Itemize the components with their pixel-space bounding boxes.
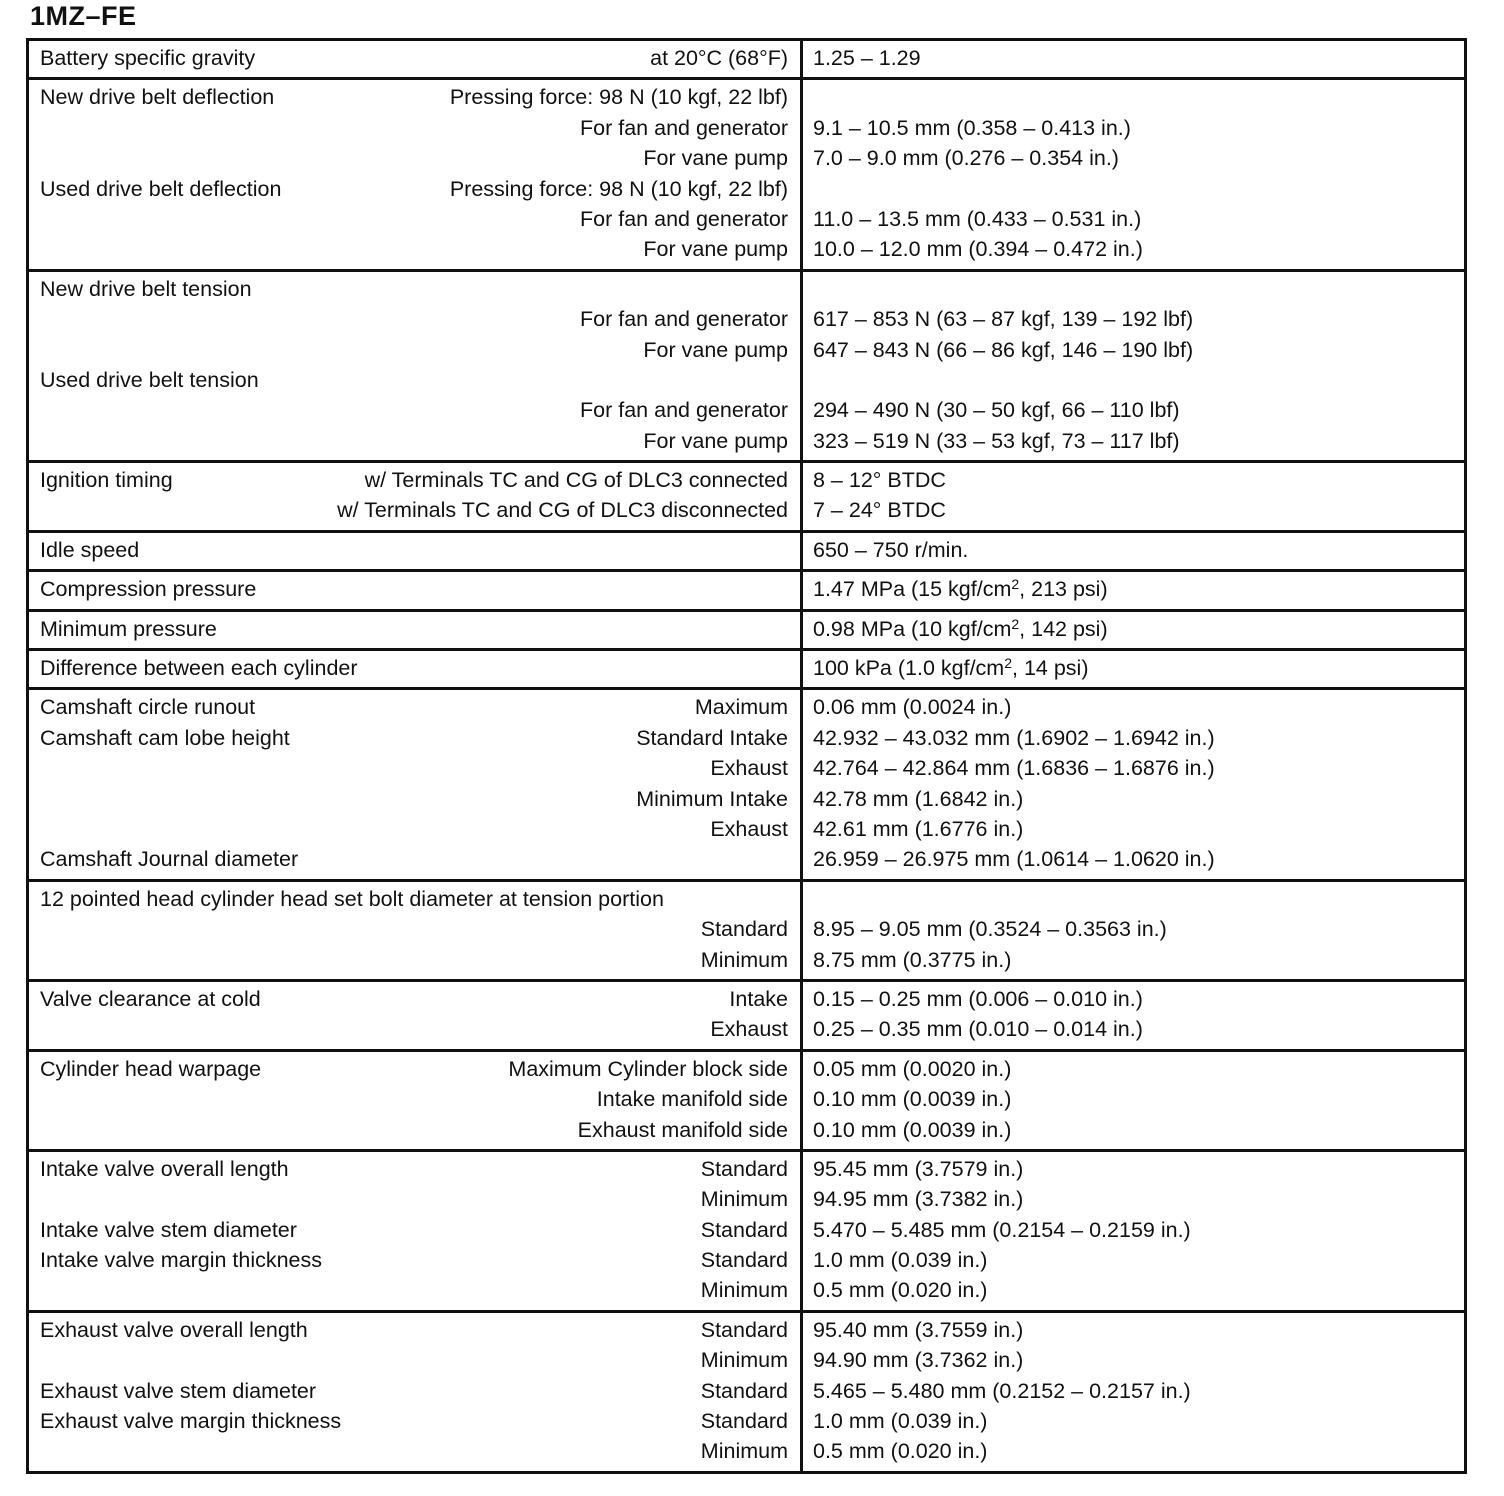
spec-value: 26.959 – 26.975 mm (1.0614 – 1.0620 in.) — [813, 847, 1215, 872]
parameter-label: Used drive belt tension — [40, 367, 259, 392]
spec-value-cell — [802, 1150, 1466, 1311]
condition-label: Intake — [729, 986, 788, 1011]
page-title: 1MZ–FE — [30, 1, 137, 31]
condition-label: w/ Terminals TC and CG of DLC3 disconnected — [337, 498, 788, 523]
spec-line — [29, 814, 800, 844]
condition-label: For vane pump — [643, 337, 788, 362]
spec-parameter-cell — [28, 40, 802, 79]
spec-value: 8.95 – 9.05 mm (0.3524 – 0.3563 in.) — [813, 917, 1167, 942]
spec-value-cell — [802, 1050, 1466, 1150]
spec-value: 8 – 12° BTDC — [813, 468, 946, 493]
spec-parameter-cell — [28, 1311, 802, 1472]
spec-value: 294 – 490 N (30 – 50 kgf, 66 – 110 lbf) — [813, 398, 1180, 423]
spec-value: 1.0 mm (0.039 in.) — [813, 1409, 988, 1434]
condition-label: Pressing force: 98 N (10 kgf, 22 lbf) — [449, 176, 788, 201]
spec-line — [29, 1215, 800, 1245]
condition-label: For fan and generator — [580, 206, 788, 231]
spec-line — [29, 1406, 800, 1436]
condition-label: w/ Terminals TC and CG of DLC3 connected — [364, 468, 788, 493]
condition-label: Maximum — [694, 695, 788, 720]
spec-line — [29, 426, 800, 456]
spec-line — [29, 365, 800, 395]
condition-label: Minimum — [700, 947, 788, 972]
spec-line — [29, 174, 800, 204]
spec-line — [29, 1376, 800, 1406]
spec-value: 0.15 – 0.25 mm (0.006 – 0.010 in.) — [813, 986, 1143, 1011]
parameter-label: Minimum pressure — [40, 616, 217, 641]
spec-line — [29, 1084, 800, 1114]
spec-parameter-cell — [28, 270, 802, 461]
spec-parameter-cell — [28, 531, 802, 570]
parameter-label: Camshaft Journal diameter — [40, 847, 299, 872]
parameter-label: Exhaust valve overall length — [40, 1317, 308, 1342]
spec-value — [803, 365, 1464, 395]
condition-label: Standard — [700, 1248, 788, 1273]
spec-line — [29, 1184, 800, 1214]
condition-label: Standard — [700, 1409, 788, 1434]
spec-value — [803, 174, 1464, 204]
condition-label: Standard Intake — [636, 725, 788, 750]
spec-line — [29, 335, 800, 365]
spec-value: 647 – 843 N (66 – 86 kgf, 146 – 190 lbf) — [813, 337, 1194, 362]
spec-value: 42.78 mm (1.6842 in.) — [813, 786, 1024, 811]
spec-parameter-cell — [28, 79, 802, 270]
condition-label: at 20°C (68°F) — [650, 46, 788, 70]
spec-line — [29, 844, 800, 874]
spec-parameter-cell — [28, 1050, 802, 1150]
condition-label: Standard — [700, 1156, 788, 1181]
condition-label: For vane pump — [643, 146, 788, 171]
spec-value-cell — [802, 880, 1466, 980]
spec-row — [28, 79, 1466, 270]
parameter-label: Idle speed — [40, 537, 140, 562]
parameter-label: Cylinder head warpage — [40, 1056, 262, 1081]
spec-row — [28, 1311, 1466, 1472]
spec-value-cell — [802, 571, 1466, 610]
parameter-label: Used drive belt deflection — [40, 176, 282, 201]
parameter-label: Camshaft cam lobe height — [40, 725, 290, 750]
spec-line — [29, 495, 800, 525]
spec-line — [29, 274, 800, 304]
spec-parameter-cell — [28, 880, 802, 980]
condition-label: Minimum — [700, 1348, 788, 1373]
condition-label: Pressing force: 98 N (10 kgf, 22 lbf) — [449, 85, 788, 110]
parameter-label: Exhaust valve margin thickness — [40, 1409, 342, 1434]
spec-line — [29, 143, 800, 173]
spec-row — [28, 1150, 1466, 1311]
condition-label: Exhaust — [710, 816, 788, 841]
spec-line — [29, 304, 800, 334]
condition-label: For fan and generator — [580, 115, 788, 140]
spec-value: 42.61 mm (1.6776 in.) — [813, 816, 1024, 841]
spec-line — [29, 395, 800, 425]
condition-label: Minimum — [700, 1187, 788, 1212]
parameter-label: Intake valve overall length — [40, 1156, 289, 1181]
spec-value: 42.932 – 43.032 mm (1.6902 – 1.6942 in.) — [813, 725, 1215, 750]
spec-line — [29, 535, 800, 565]
spec-value-cell — [802, 1311, 1466, 1472]
spec-line — [29, 1014, 800, 1044]
spec-row — [28, 880, 1466, 980]
condition-label: For fan and generator — [580, 307, 788, 332]
parameter-label: Difference between each cylinder — [40, 656, 358, 681]
spec-value: 0.05 mm (0.0020 in.) — [813, 1056, 1012, 1081]
condition-label: Minimum — [700, 1439, 788, 1464]
spec-value: 650 – 750 r/min. — [813, 537, 969, 562]
condition-label: Standard — [700, 917, 788, 942]
spec-line — [29, 1315, 800, 1345]
spec-row — [28, 531, 1466, 570]
spec-value: 0.98 MPa (10 kgf/$cm^2$, 142 psi) — [813, 615, 1108, 641]
spec-row — [28, 462, 1466, 532]
spec-line — [29, 914, 800, 944]
spec-line — [29, 43, 800, 73]
condition-label: For vane pump — [643, 237, 788, 262]
spec-value: 100 kPa (1.0 kgf/$cm^2$, 14 psi) — [813, 655, 1089, 681]
spec-parameter-cell — [28, 610, 802, 649]
spec-value: 7.0 – 9.0 mm (0.276 – 0.354 in.) — [813, 146, 1119, 171]
spec-value: 0.5 mm (0.020 in.) — [813, 1278, 988, 1303]
parameter-label: Camshaft circle runout — [40, 695, 256, 720]
parameter-label: Valve clearance at cold — [40, 986, 261, 1011]
parameter-label: Compression pressure — [40, 577, 257, 602]
condition-label: Minimum — [700, 1278, 788, 1303]
spec-line — [29, 614, 800, 644]
spec-value-cell — [802, 689, 1466, 880]
spec-parameter-cell — [28, 571, 802, 610]
spec-line — [29, 82, 800, 112]
condition-label: Standard — [700, 1378, 788, 1403]
spec-value-cell — [802, 79, 1466, 270]
spec-value: 95.40 mm (3.7559 in.) — [813, 1317, 1024, 1342]
spec-line — [29, 234, 800, 264]
spec-value — [803, 274, 1464, 304]
specification-table-body — [28, 40, 1466, 1473]
spec-parameter-cell — [28, 689, 802, 880]
spec-line — [29, 113, 800, 143]
spec-line — [29, 984, 800, 1014]
spec-line — [29, 1054, 800, 1084]
spec-line — [29, 574, 800, 604]
spec-row — [28, 571, 1466, 610]
parameter-label: New drive belt tension — [40, 276, 252, 301]
spec-value-cell — [802, 270, 1466, 461]
spec-value: 94.90 mm (3.7362 in.) — [813, 1348, 1024, 1373]
spec-value: 0.06 mm (0.0024 in.) — [813, 695, 1012, 720]
condition-label: Minimum Intake — [636, 786, 788, 811]
spec-value: 0.25 – 0.35 mm (0.010 – 0.014 in.) — [813, 1017, 1143, 1042]
spec-value: 7 – 24° BTDC — [813, 498, 946, 523]
spec-value: 95.45 mm (3.7579 in.) — [813, 1156, 1024, 1181]
spec-row — [28, 610, 1466, 649]
spec-value: 1.47 MPa (15 kgf/$cm^2$, 213 psi) — [813, 576, 1108, 602]
spec-parameter-cell — [28, 650, 802, 689]
spec-value: 0.5 mm (0.020 in.) — [813, 1439, 988, 1464]
parameter-label: New drive belt deflection — [40, 85, 275, 110]
spec-row — [28, 689, 1466, 880]
spec-line — [29, 653, 800, 683]
parameter-label: Exhaust valve stem diameter — [40, 1378, 317, 1403]
spec-value: 10.0 – 12.0 mm (0.394 – 0.472 in.) — [813, 237, 1143, 262]
condition-label: Standard — [700, 1317, 788, 1342]
parameter-label: 12 pointed head cylinder head set bolt diameter at tension portion — [40, 886, 664, 911]
spec-line — [29, 1436, 800, 1466]
spec-value: 94.95 mm (3.7382 in.) — [813, 1187, 1024, 1212]
spec-value: 42.764 – 42.864 mm (1.6836 – 1.6876 in.) — [813, 756, 1215, 781]
spec-line — [29, 1245, 800, 1275]
condition-label: Exhaust — [710, 1017, 788, 1042]
parameter-label: Intake valve stem diameter — [40, 1217, 297, 1242]
spec-value: 617 – 853 N (63 – 87 kgf, 139 – 192 lbf) — [813, 307, 1194, 332]
parameter-label: Ignition timing — [40, 468, 173, 493]
spec-row — [28, 980, 1466, 1050]
condition-label: Maximum Cylinder block side — [508, 1056, 788, 1081]
spec-line — [29, 204, 800, 234]
spec-line — [29, 945, 800, 975]
condition-label: For fan and generator — [580, 398, 788, 423]
spec-line — [29, 465, 800, 495]
spec-value — [803, 884, 1464, 914]
condition-label: Exhaust — [710, 756, 788, 781]
spec-value: 323 – 519 N (33 – 53 kgf, 73 – 117 lbf) — [813, 428, 1180, 453]
spec-line — [29, 1115, 800, 1145]
spec-row — [28, 270, 1466, 461]
spec-value-cell — [802, 650, 1466, 689]
spec-parameter-cell — [28, 980, 802, 1050]
spec-value: 5.470 – 5.485 mm (0.2154 – 0.2159 in.) — [813, 1217, 1191, 1242]
spec-row — [28, 650, 1466, 689]
spec-value: 0.10 mm (0.0039 in.) — [813, 1087, 1012, 1112]
spec-line — [29, 1345, 800, 1375]
spec-value: 11.0 – 13.5 mm (0.433 – 0.531 in.) — [813, 206, 1142, 231]
spec-value: 1.25 – 1.29 — [813, 46, 921, 70]
spec-value — [803, 82, 1464, 112]
spec-parameter-cell — [28, 462, 802, 532]
spec-line — [29, 692, 800, 722]
spec-line — [29, 1154, 800, 1184]
spec-parameter-cell — [28, 1150, 802, 1311]
spec-row — [28, 1050, 1466, 1150]
parameter-label: Battery specific gravity — [40, 46, 256, 70]
spec-value-cell — [802, 40, 1466, 79]
spec-value: 8.75 mm (0.3775 in.) — [813, 947, 1012, 972]
spec-row — [28, 40, 1466, 79]
spec-line — [29, 753, 800, 783]
parameter-label: Intake valve margin thickness — [40, 1248, 323, 1273]
condition-label: Exhaust manifold side — [577, 1117, 788, 1142]
spec-line — [29, 784, 800, 814]
condition-label: For vane pump — [643, 428, 788, 453]
spec-value-cell — [802, 462, 1466, 532]
spec-value: 0.10 mm (0.0039 in.) — [813, 1117, 1012, 1142]
condition-label: Standard — [700, 1217, 788, 1242]
spec-value: 5.465 – 5.480 mm (0.2152 – 0.2157 in.) — [813, 1378, 1191, 1403]
spec-line — [29, 884, 800, 914]
spec-value: 1.0 mm (0.039 in.) — [813, 1248, 988, 1273]
specification-table — [26, 38, 1467, 1474]
spec-value-cell — [802, 980, 1466, 1050]
condition-label: Intake manifold side — [596, 1087, 788, 1112]
spec-value-cell — [802, 531, 1466, 570]
spec-value-cell — [802, 610, 1466, 649]
spec-line — [29, 1275, 800, 1305]
spec-value: 9.1 – 10.5 mm (0.358 – 0.413 in.) — [813, 115, 1131, 140]
spec-line — [29, 723, 800, 753]
